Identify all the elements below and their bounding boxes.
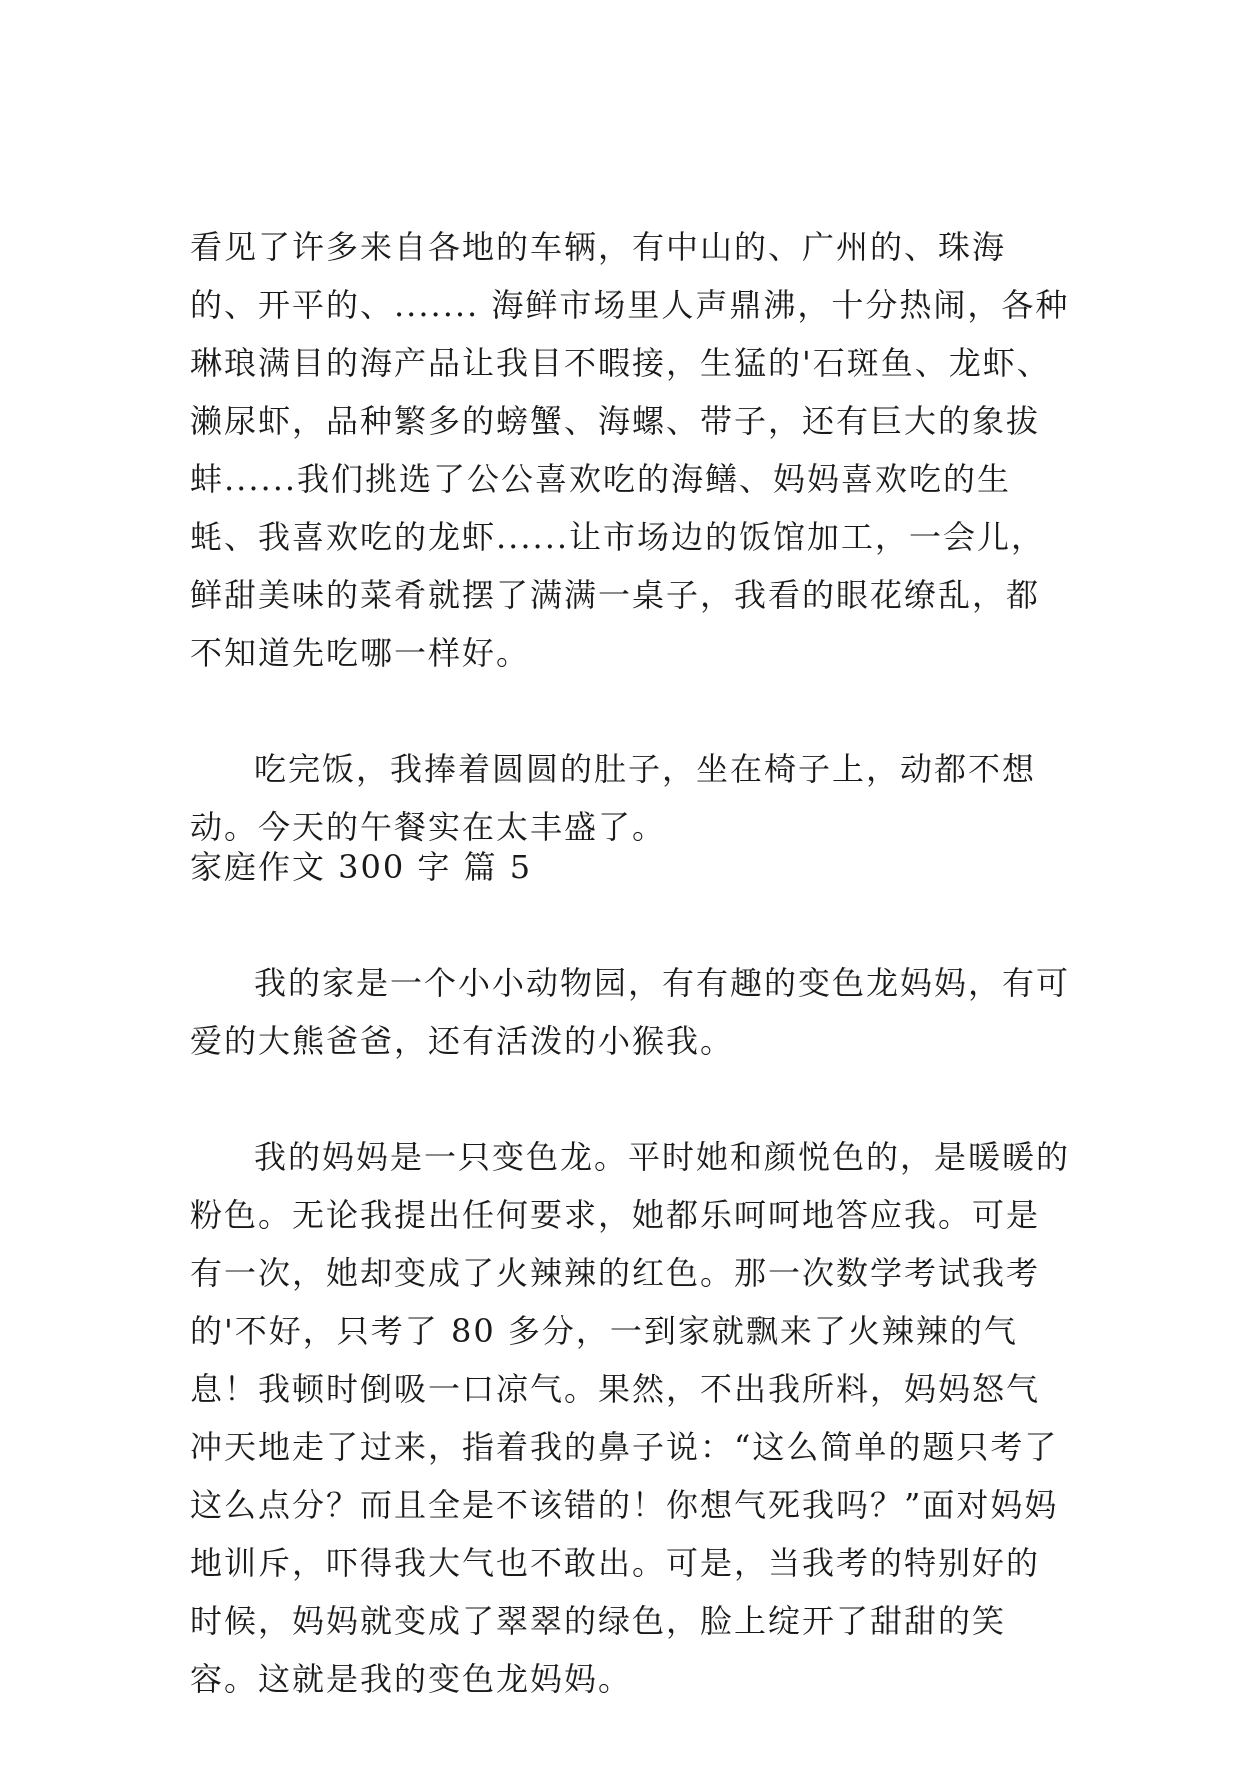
essay-paragraph: 看见了许多来自各地的车辆，有中山的、广州的、珠海的、开平的、....... 海鲜市场里人声鼎沸，十分热闹，各种琳琅满目的海产品让我目不暇接，生猛的'石斑鱼、龙虾、濑尿虾，品种繁多的螃蟹、海螺、带子，还有巨大的象拔蚌......我们挑选了公公喜欢吃的海鳝、妈妈喜欢吃的生蚝、我喜欢吃的龙虾......让市场边的饭馆加工，一会儿，鲜甜美味的菜肴就摆了满满一桌子，我看的眼花缭乱，都不知道先吃哪一样好。 [190,228,1070,672]
essay-heading: 家庭作文 300 字 篇 5 [190,848,533,886]
essay-paragraph: 我的妈妈是一只变色龙。平时她和颜悦色的，是暖暖的粉色。无论我提出任何要求，她都乐呵呵地答应我。可是有一次，她却变成了火辣辣的红色。那一次数学考试我考的'不好，只考了 80 多分，一到家就飘来了火辣辣的气息！我顿时倒吸一口凉气。果然，不出我所料，妈妈怒气冲天地走了过来，指着我的鼻子说：“这么简单的题只考了这么点分？而且全是不该错的！你想气死我吗？”面对妈妈地训斥，吓得我大气也不敢出。可是，当我考的特别好的时候，妈妈就变成了翠翠的绿色，脸上绽开了甜甜的笑容。这就是我的变色龙妈妈。 [190,1138,1071,1698]
essay-paragraph: 我的家是一个小小动物园，有有趣的变色龙妈妈，有可爱的大熊爸爸，还有活泼的小猴我。 [190,964,1071,1060]
essay-paragraph: 吃完饭，我捧着圆圆的肚子，坐在椅子上，动都不想动。今天的午餐实在太丰盛了。 [190,750,1037,846]
essay-section-5 [190,780,1070,1766]
